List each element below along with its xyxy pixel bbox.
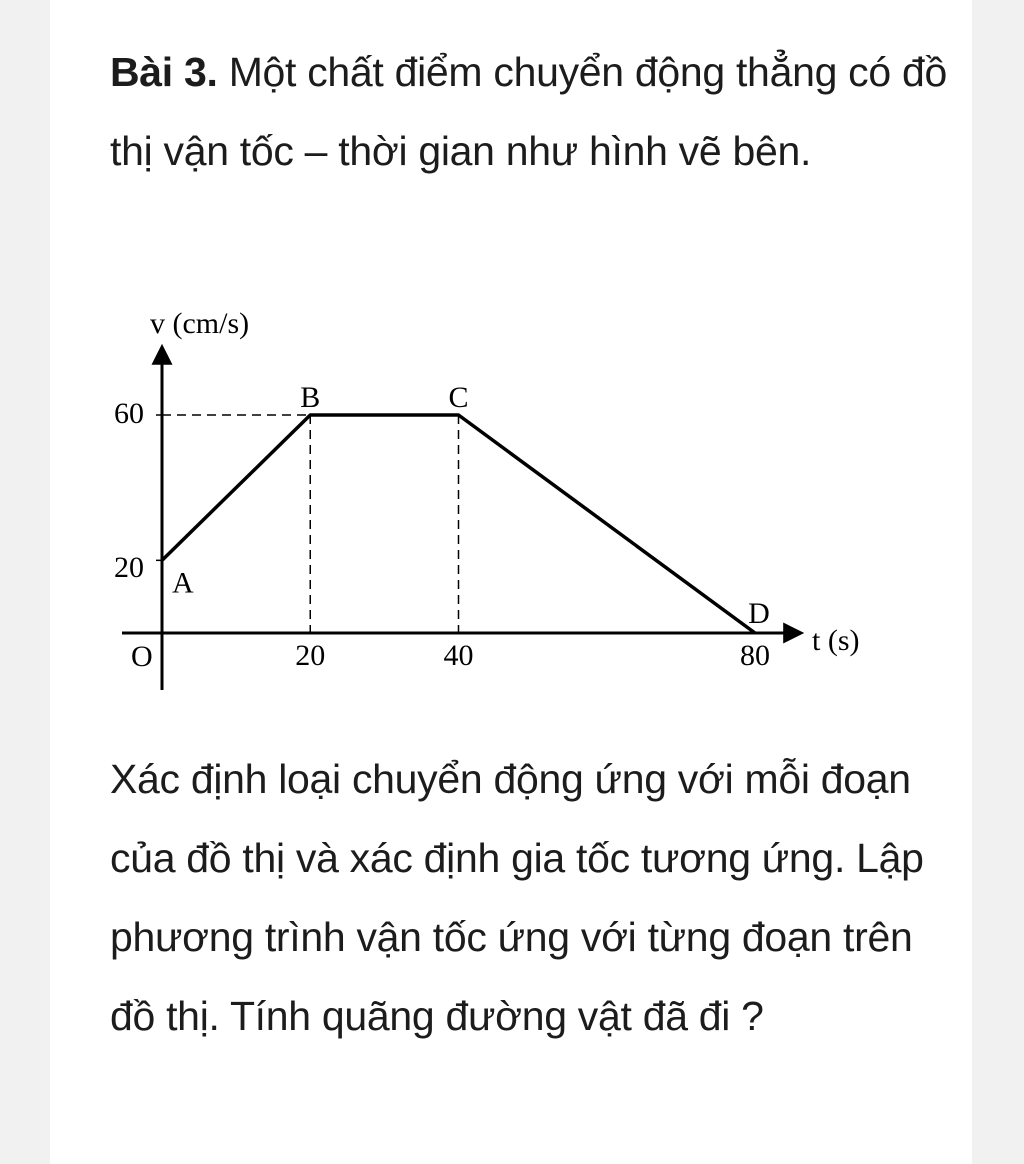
point-label-d: D [748,597,770,630]
x-tick-label-20: 20 [295,639,326,672]
y-axis-label: v (cm/s) [150,307,250,340]
problem-label: Bài 3. [110,49,218,95]
y-tick-label-20: 20 [114,551,144,584]
y-tick-label-60: 60 [114,397,144,430]
x-axis-label: t (s) [812,624,860,657]
problem-intro-text: Một chất điểm chuyển động thẳng có đồ thị vận tốc – thời gian như hình vẽ bên. [110,49,947,174]
x-tick-label-40: 40 [443,639,474,672]
origin-label: O [131,640,153,673]
problem-question: Xác định loại chuyển động ứng với mỗi đoạn của đồ thị và xác định gia tốc tương ứng. Lập phương trình vận tốc ứng với từng đoạn trên đồ thị. Tính quãng đường vật đã đi ? [110,756,924,1039]
point-label-b: B [300,381,321,414]
x-tick-label-80: 80 [740,639,770,672]
point-label-c: C [448,381,469,414]
point-label-a: A [172,566,194,600]
